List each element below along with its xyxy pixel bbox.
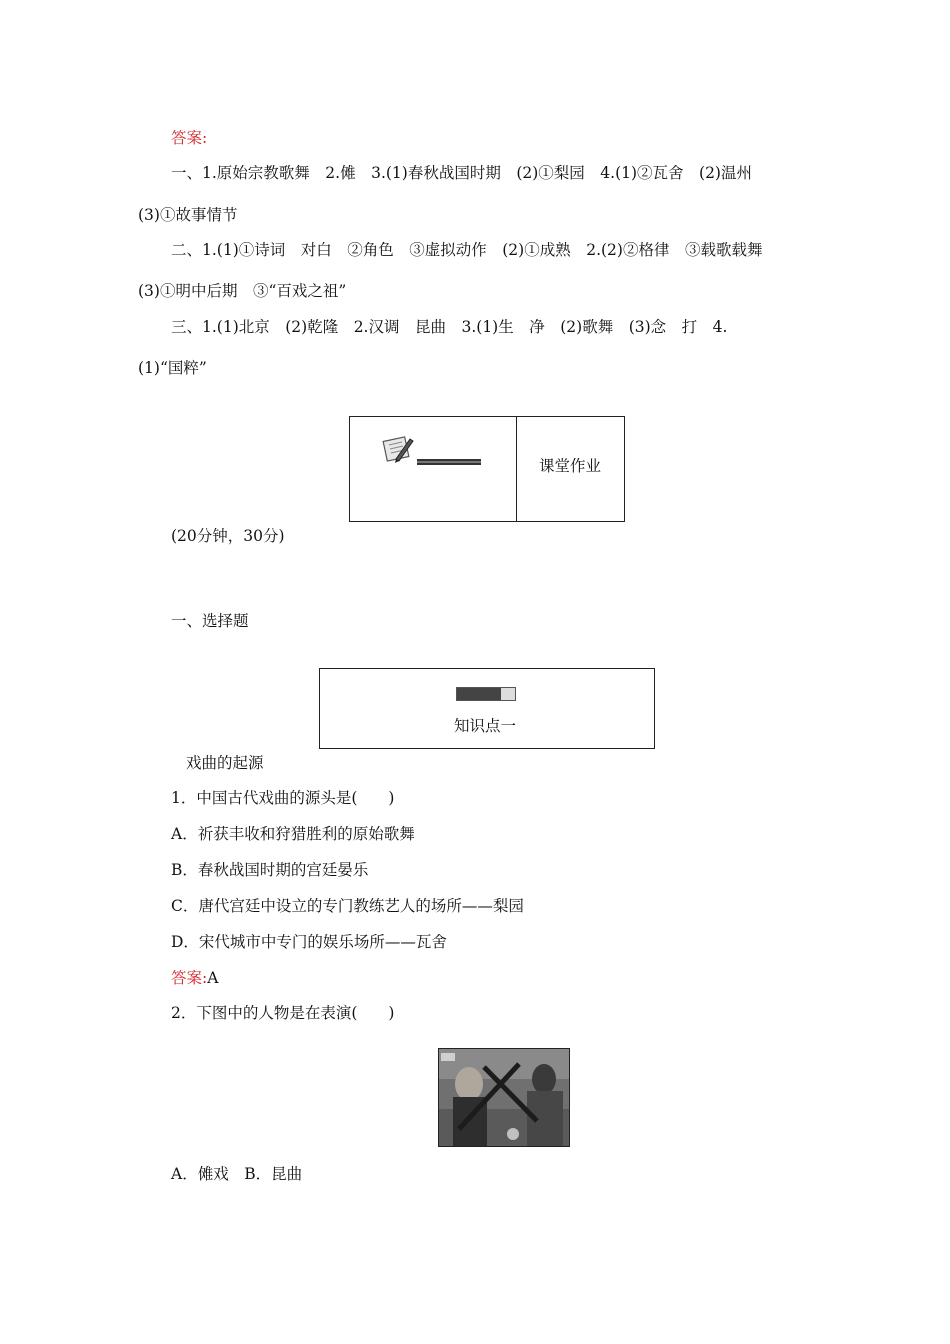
- title-bar-decoration: [417, 459, 481, 465]
- answer-line-4: (3)①明中后期 ③“百戏之祖”: [138, 282, 347, 300]
- q1-answer-label: 答案:: [171, 969, 208, 987]
- knowledge-point-box: [319, 668, 655, 749]
- answer-line-1: 一、1.原始宗教歌舞 2.傩 3.(1)春秋战国时期 (2)①梨园 4.(1)②瓦舍 (2)温州: [171, 164, 752, 182]
- q1-option-d: D．宋代城市中专门的娱乐场所——瓦舍: [171, 933, 447, 951]
- performance-photo: [438, 1048, 570, 1147]
- answer-header: 答案:: [171, 129, 208, 147]
- pen-paper-icon: [382, 433, 416, 465]
- q2-stem: 2．下图中的人物是在表演( ): [171, 1004, 395, 1022]
- classwork-label: 课堂作业: [539, 457, 602, 475]
- answer-line-3: 二、1.(1)①诗词 对白 ②角色 ③虚拟动作 (2)①成熟 2.(2)②格律 ③载歌载舞: [171, 241, 763, 259]
- q1-stem: 1．中国古代戏曲的源头是( ): [171, 789, 395, 807]
- q1-answer: [171, 968, 218, 988]
- knowledge-progress-bar: [456, 687, 516, 701]
- classwork-box: [349, 416, 625, 522]
- answer-line-5: 三、1.(1)北京 (2)乾隆 2.汉调 昆曲 3.(1)生 净 (2)歌舞 (3)念 打 4.: [171, 318, 728, 336]
- knowledge-progress-fill: [457, 688, 501, 700]
- answer-line-2: (3)①故事情节: [138, 206, 238, 224]
- knowledge-point-label: 知识点一: [454, 717, 517, 735]
- q1-option-a: A．祈获丰收和狩猎胜利的原始歌舞: [171, 825, 415, 843]
- answer-line-6: (1)“国粹”: [138, 359, 207, 377]
- q2-options: A．傩戏 B．昆曲: [171, 1165, 303, 1183]
- section-title: 一、选择题: [171, 612, 249, 630]
- q1-answer-value: A: [207, 969, 219, 987]
- time-score: (20分钟，30分): [171, 527, 285, 545]
- box-divider: [516, 417, 517, 521]
- knowledge-topic: 戏曲的起源: [186, 754, 264, 772]
- q1-option-c: C．唐代宫廷中设立的专门教练艺人的场所——梨园: [171, 897, 524, 915]
- q1-option-b: B．春秋战国时期的宫廷晏乐: [171, 861, 369, 879]
